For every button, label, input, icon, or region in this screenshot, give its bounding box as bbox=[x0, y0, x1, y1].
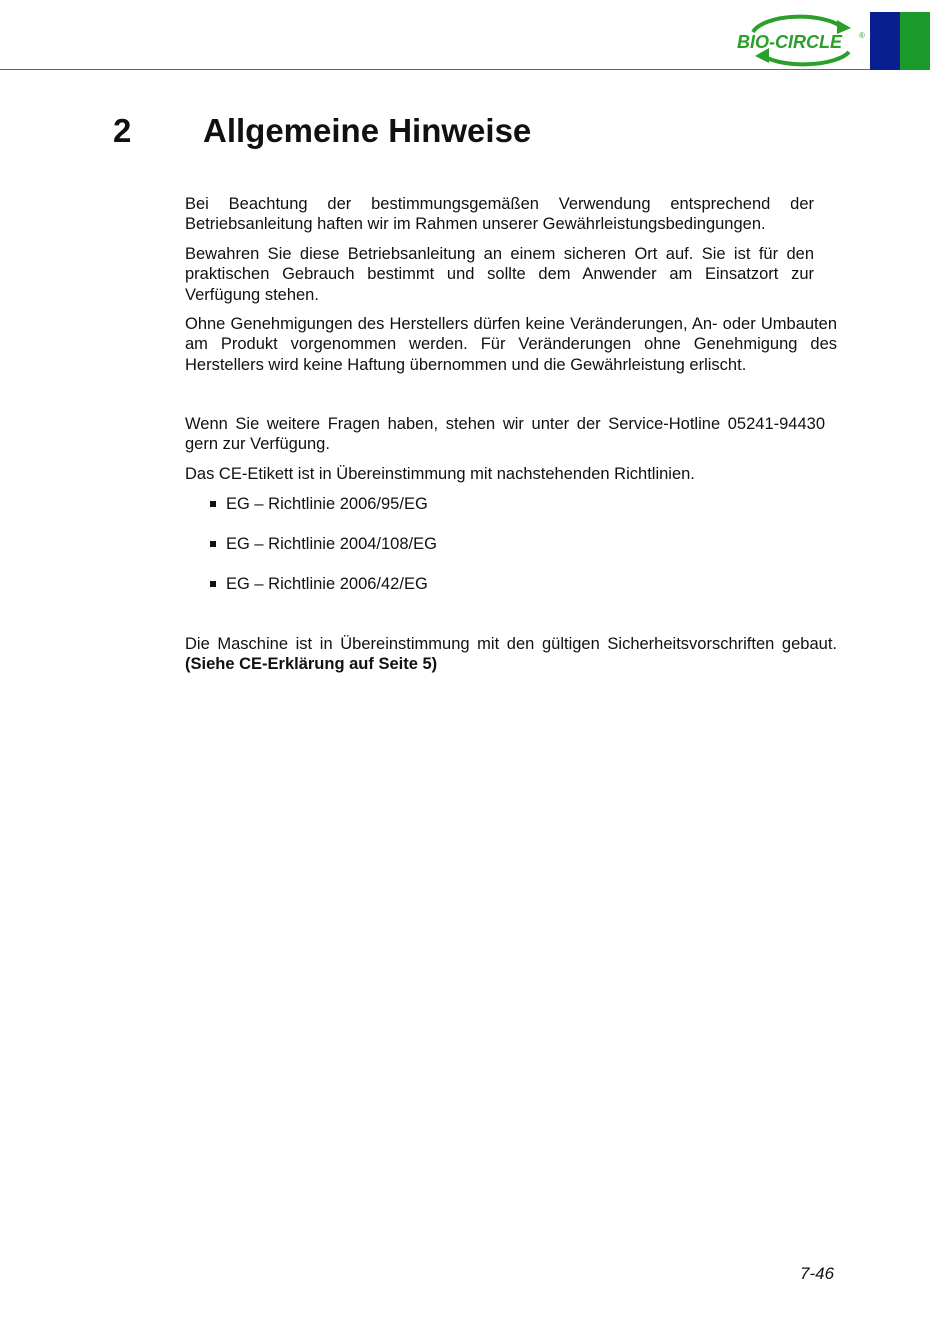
safety-text: Die Maschine ist in Übereinstimmung mit den gültigen Sicherheitsvorschriften gebaut. bbox=[185, 635, 837, 653]
paragraph-ce-label: Das CE-Etikett ist in Übereinstimmung mit nachstehenden Richtlinien. bbox=[185, 465, 695, 483]
ce-declaration-reference: (Siehe CE-Erklärung auf Seite 5) bbox=[185, 655, 438, 674]
paragraph-safety bbox=[185, 634, 837, 675]
logo-registered-mark: ® bbox=[859, 31, 865, 40]
section-title: Allgemeine Hinweise bbox=[203, 112, 532, 149]
directive-list bbox=[210, 494, 437, 614]
brand-bar-blue bbox=[870, 12, 900, 70]
bullet-square-icon bbox=[210, 581, 216, 587]
list-item bbox=[210, 574, 437, 614]
list-item bbox=[210, 494, 437, 534]
paragraph-storage: Bewahren Sie diese Betriebsanleitung an einem sicheren Ort auf. Sie ist für den praktischen Gebrauch bestimmt und sollte dem Anwender am Einsatzort zur Verfügung stehen. bbox=[185, 245, 814, 304]
bio-circle-logo bbox=[733, 12, 868, 68]
list-item bbox=[210, 534, 437, 574]
section-number: 2 bbox=[113, 112, 132, 149]
logo-text: BIO-CIRCLE bbox=[737, 32, 842, 52]
bullet-square-icon bbox=[210, 541, 216, 547]
section-heading bbox=[113, 112, 531, 150]
paragraph-hotline: Wenn Sie weitere Fragen haben, stehen wir unter der Service-Hotline 05241-94430 gern zur Verfügung. bbox=[185, 415, 825, 454]
paragraph-liability: Bei Beachtung der bestimmungsgemäßen Verwendung entsprechend der Betriebsanleitung haften wir im Rahmen unserer Gewährleistungsbedingungen. bbox=[185, 195, 814, 234]
directive-label: EG – Richtlinie 2006/42/EG bbox=[226, 575, 428, 593]
page-number: 7-46 bbox=[800, 1264, 835, 1283]
bullet-square-icon bbox=[210, 501, 216, 507]
directive-label: EG – Richtlinie 2004/108/EG bbox=[226, 535, 437, 553]
directive-label: EG – Richtlinie 2006/95/EG bbox=[226, 495, 428, 513]
brand-bar-green bbox=[900, 12, 930, 70]
header-divider bbox=[0, 69, 930, 70]
paragraph-modifications: Ohne Genehmigungen des Herstellers dürfen keine Veränderungen, An- oder Umbauten am Produkt vorgenommen werden. Für Veränderungen ohne Genehmigung des Herstellers wird keine Haftung übernommen und die Gewährleistung erlischt. bbox=[185, 315, 837, 374]
